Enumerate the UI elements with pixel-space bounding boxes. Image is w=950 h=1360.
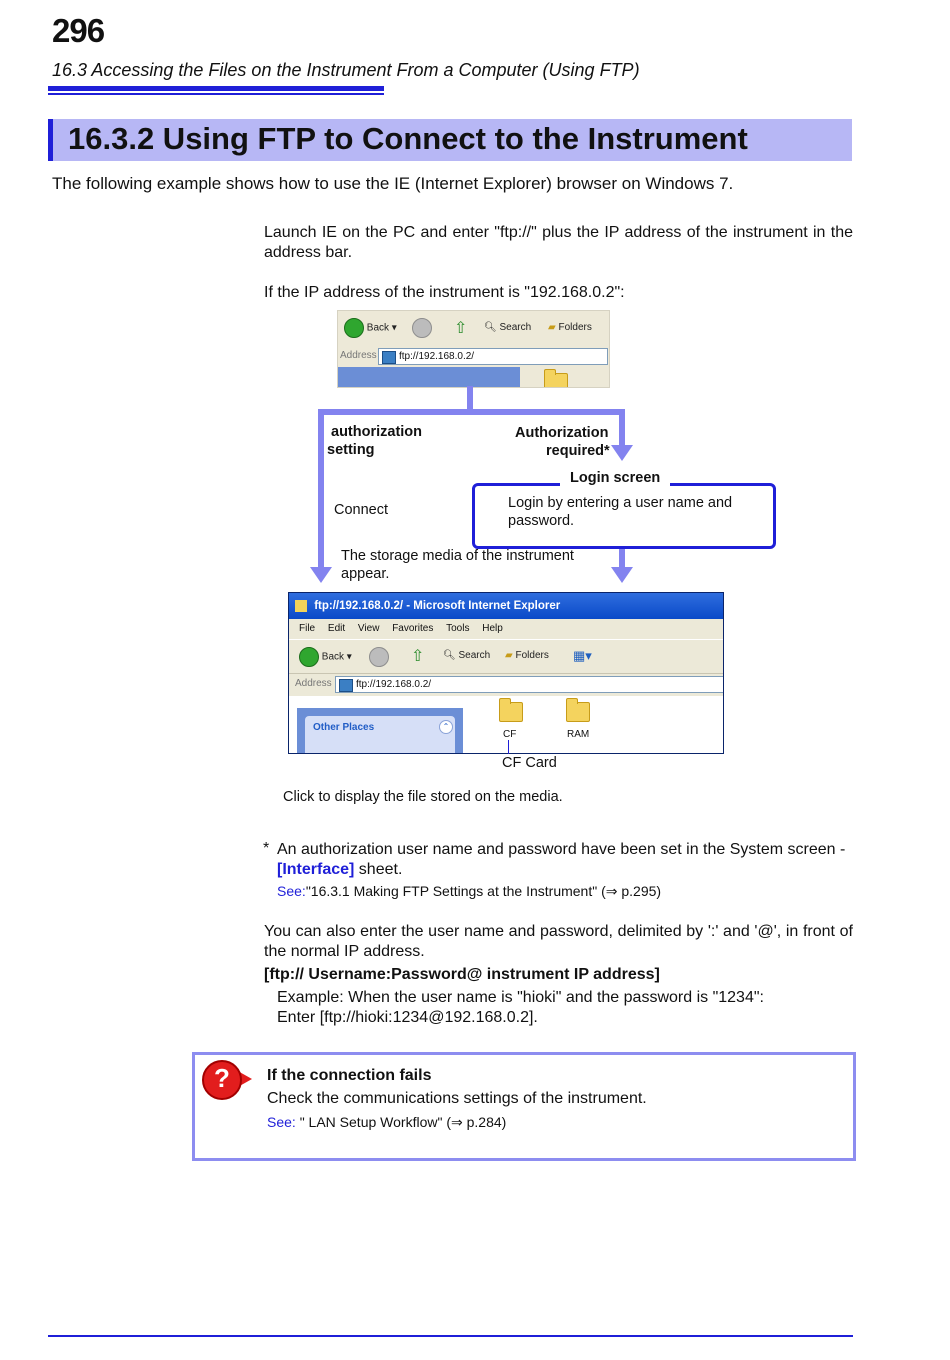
ram-folder-icon[interactable]	[566, 702, 590, 722]
label-no-auth-2: setting	[327, 442, 375, 458]
other-places-title[interactable]: Other Places	[313, 722, 375, 733]
login-text: Login by entering a user name and password.	[508, 495, 733, 529]
section-header: 16.3 Accessing the Files on the Instrument From a Computer (Using FTP)	[52, 60, 640, 80]
sidebar-strip	[338, 367, 520, 387]
views-icon[interactable]: ▦▾	[573, 648, 592, 663]
page-title: 16.3.2 Using FTP to Connect to the Instrument	[68, 121, 748, 156]
alt-entry-example-2: Enter [ftp://hioki:1234@192.168.0.2].	[277, 1009, 538, 1026]
alt-entry-example-1: Example: When the user name is "hioki" and the password is "1234":	[277, 989, 764, 1006]
back-arrow-icon	[299, 647, 319, 667]
ie-folders-button[interactable]: ▰ Folders	[505, 650, 549, 661]
note-see: See:"16.3.1 Making FTP Settings at the Instrument" (⇒ p.295)	[277, 883, 662, 899]
ie-search-button[interactable]: 🔍︎ Search	[443, 650, 491, 661]
label-connect: Connect	[334, 502, 389, 518]
menu-edit[interactable]: Edit	[327, 623, 346, 634]
footer-rule	[48, 1335, 853, 1337]
alt-entry-text: You can also enter the user name and password, delimited by ':' and '@', in front of the normal IP address.	[264, 923, 853, 960]
ie-forward-button[interactable]	[369, 647, 389, 667]
step-ip-example: If the IP address of the instrument is "192.168.0.2":	[264, 284, 625, 301]
label-no-auth-1: authorization	[331, 424, 423, 440]
arrow-down-icon	[611, 567, 633, 583]
header-rule	[48, 86, 384, 91]
interface-sheet-link[interactable]: [Interface]	[277, 861, 355, 878]
connector-branch	[318, 409, 625, 415]
arrow-down-icon	[611, 445, 633, 461]
page-title-bar	[48, 119, 852, 161]
connector-left	[318, 409, 324, 569]
note-asterisk: *	[263, 840, 270, 857]
ie-address-input[interactable]: ftp://192.168.0.2/	[335, 676, 724, 693]
login-screen-title: Login screen	[560, 470, 670, 486]
forward-arrow-icon	[412, 318, 432, 338]
storage-text: The storage media of the instrument appear.	[341, 548, 574, 582]
failure-body: Check the communications settings of the instrument.	[267, 1090, 647, 1107]
label-auth-1: Authorization	[515, 425, 609, 441]
note-text: An authorization user name and password have been set in the System screen - [Interface] sheet.	[277, 841, 846, 878]
cf-folder-icon[interactable]	[499, 702, 523, 722]
search-button[interactable]: 🔍︎ Search	[484, 322, 532, 333]
menu-file[interactable]: File	[299, 623, 316, 634]
folders-button[interactable]: ▰ Folders	[548, 322, 592, 333]
ie-address-label: Address	[295, 678, 332, 689]
search-icon: 🔍︎	[484, 322, 497, 333]
forward-button[interactable]	[412, 318, 432, 338]
up-folder-icon[interactable]: ⇧	[411, 648, 425, 665]
ie-back-button[interactable]: Back ▾	[299, 647, 352, 667]
ie-toolbar	[289, 639, 723, 674]
header-rule-thin	[48, 93, 384, 95]
question-icon: ?	[202, 1060, 242, 1100]
arrow-down-icon	[310, 567, 332, 583]
address-input[interactable]: ftp://192.168.0.2/	[378, 348, 608, 365]
ie-window-icon	[295, 600, 307, 612]
alt-entry-format: [ftp:// Username:Password@ instrument IP address]	[264, 966, 660, 983]
cf-folder-label[interactable]: CF	[503, 729, 517, 740]
ie-window-screenshot	[288, 592, 724, 754]
ie-task-pane	[297, 708, 463, 754]
forward-arrow-icon	[369, 647, 389, 667]
ram-folder-label[interactable]: RAM	[567, 729, 590, 740]
other-places-panel	[305, 716, 455, 754]
menu-view[interactable]: View	[357, 623, 380, 634]
ie-menu-bar	[289, 619, 723, 639]
failure-see-reference[interactable]: " LAN Setup Workflow" (⇒ p.284)	[295, 1114, 507, 1130]
connector-right-top	[619, 409, 625, 447]
cf-card-leader	[508, 740, 509, 754]
note-see-reference[interactable]: "16.3.1 Making FTP Settings at the Instrument" (⇒ p.295)	[305, 883, 662, 899]
label-auth-2: required*	[546, 443, 610, 459]
menu-tools[interactable]: Tools	[446, 623, 470, 634]
menu-favorites[interactable]: Favorites	[392, 623, 434, 634]
browser-toolbar-screenshot	[337, 310, 610, 388]
title-accent	[48, 119, 53, 161]
failure-heading: If the connection fails	[267, 1067, 432, 1084]
page-number: 296	[52, 12, 105, 49]
ftp-page-icon	[382, 351, 396, 364]
search-icon: 🔍︎	[443, 650, 456, 661]
click-instruction: Click to display the file stored on the media.	[283, 789, 563, 805]
folders-icon: ▰	[505, 650, 513, 661]
step-launch: Launch IE on the PC and enter "ftp://" plus the IP address of the instrument in the address bar.	[264, 224, 853, 261]
ftp-page-icon	[339, 679, 353, 692]
menu-help[interactable]: Help	[482, 623, 503, 634]
folders-icon: ▰	[548, 322, 556, 333]
up-folder-icon[interactable]: ⇧	[454, 320, 468, 337]
cf-card-label: CF Card	[502, 755, 557, 771]
failure-see: See: " LAN Setup Workflow" (⇒ p.284)	[267, 1114, 507, 1130]
ie-address-row	[289, 673, 723, 696]
folder-icon	[544, 373, 568, 388]
back-button[interactable]: Back ▾	[344, 318, 397, 338]
ie-title-bar: ftp://192.168.0.2/ - Microsoft Internet Explorer	[289, 593, 723, 619]
ie-content	[289, 696, 723, 754]
collapse-icon[interactable]: ⌃	[439, 720, 453, 734]
address-label: Address	[340, 350, 377, 361]
back-arrow-icon	[344, 318, 364, 338]
intro-text: The following example shows how to use the IE (Internet Explorer) browser on Windows 7.	[52, 174, 734, 193]
